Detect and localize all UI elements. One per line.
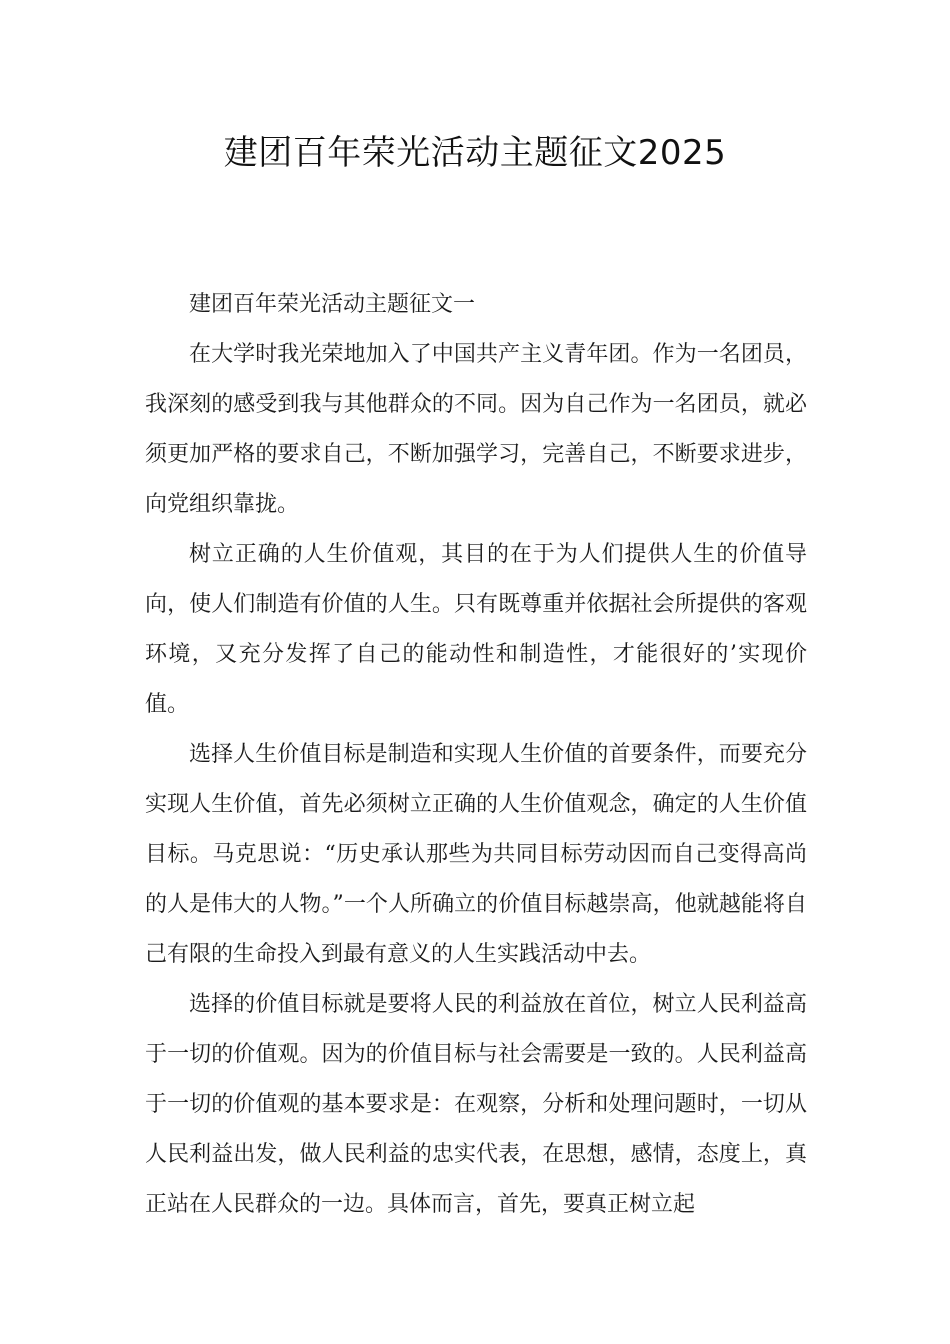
paragraph: 在大学时我光荣地加入了中国共产主义青年团。作为一名团员，我深刻的感受到我与其他群众的不同。因为自己作为一名团员，就必须更加严格的要求自己，不断加强学习，完善自己，不断要求进步，向党组织靠拢。	[145, 342, 807, 517]
document-body	[145, 280, 807, 1230]
paragraph: 选择人生价值目标是制造和实现人生价值的首要条件，而要充分实现人生价值，首先必须树立正确的人生价值观念，确定的人生价值目标。马克思说：“历史承认那些为共同目标劳动因而自己变得高尚的人是伟大的人物。”一个人所确立的价值目标越崇高，他就越能将自己有限的生命投入到最有意义的人生实践活动中去。	[145, 742, 807, 967]
paragraph: 选择的价值目标就是要将人民的利益放在首位，树立人民利益高于一切的价值观。因为的价值目标与社会需要是一致的。人民利益高于一切的价值观的基本要求是：在观察，分析和处理问题时，一切从人民利益出发，做人民利益的忠实代表，在思想，感情，态度上，真正站在人民群众的一边。具体而言，首先，要真正树立起	[145, 992, 807, 1217]
paragraph: 树立正确的人生价值观，其目的在于为人们提供人生的价值导向，使人们制造有价值的人生。只有既尊重并依据社会所提供的客观环境，又充分发挥了自己的能动性和制造性，才能很好的’实现价值。	[145, 542, 807, 717]
document-title: 建团百年荣光活动主题征文2025	[223, 133, 727, 173]
section-heading: 建团百年荣光活动主题征文一	[189, 292, 476, 317]
